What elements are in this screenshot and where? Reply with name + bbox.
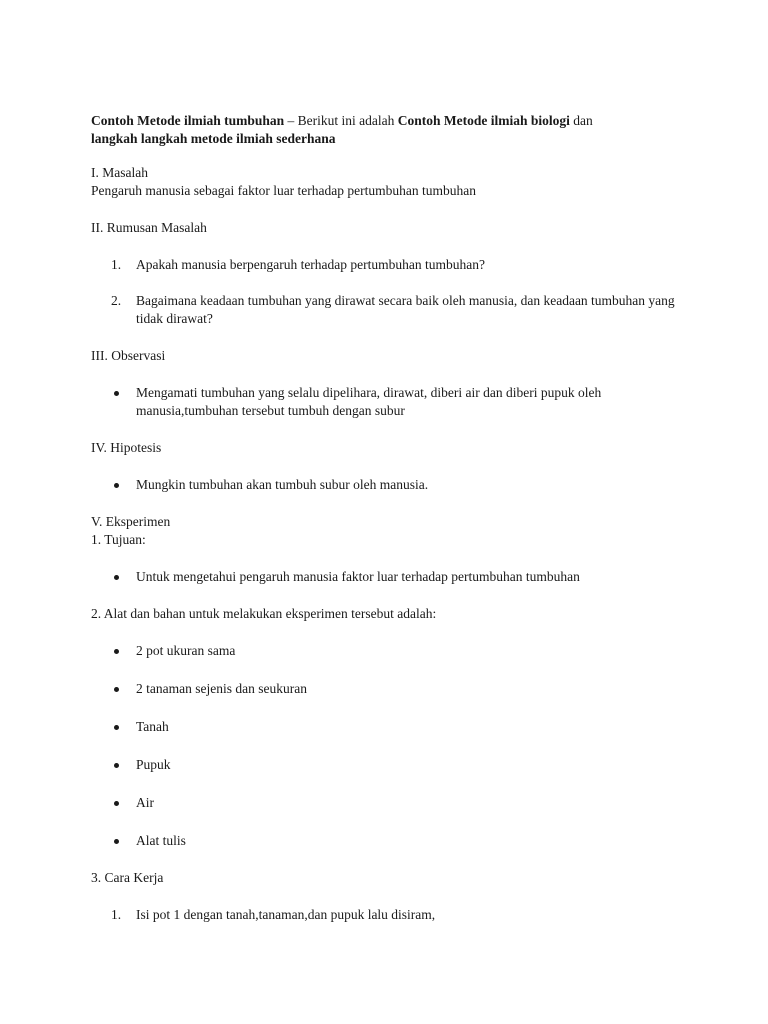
list-item-text: Bagaimana keadaan tumbuhan yang dirawat secara baik oleh manusia, dan keadaan tumbuhan yang tidak dirawat?	[136, 293, 675, 326]
list-item-text: 2 tanaman sejenis dan seukuran	[136, 681, 307, 696]
bullet-icon	[114, 687, 119, 692]
list-item-text: Isi pot 1 dengan tanah,tanaman,dan pupuk lalu disiram,	[136, 907, 436, 922]
list-item	[91, 256, 676, 274]
bullet-icon	[114, 575, 119, 580]
alat-label: 2. Alat dan bahan untuk melakukan eksperimen tersebut adalah:	[91, 606, 437, 621]
cara-kerja-label: 3. Cara Kerja	[91, 870, 164, 885]
tujuan-label: 1. Tujuan:	[91, 532, 146, 547]
intro-text: – Berikut ini adalah	[284, 113, 398, 128]
bullet-icon	[114, 725, 119, 730]
list-item-text: Mengamati tumbuhan yang selalu dipelihara, dirawat, diberi air dan diberi pupuk oleh manusia,tumbuhan tersebut tumbuh dengan subur	[136, 385, 602, 418]
list-item	[91, 568, 676, 586]
list-item	[91, 680, 676, 698]
list-item-text: Pupuk	[136, 757, 171, 772]
list-item	[91, 832, 676, 850]
list-item	[91, 756, 676, 774]
list-item-text: Apakah manusia berpengaruh terhadap pertumbuhan tumbuhan?	[136, 257, 486, 272]
observasi-list	[91, 384, 691, 420]
list-item-text: 2 pot ukuran sama	[136, 643, 236, 658]
bullet-icon	[114, 801, 119, 806]
tujuan-list	[91, 568, 691, 586]
list-number: 2.	[111, 293, 122, 308]
bullet-icon	[114, 649, 119, 654]
bullet-icon	[114, 391, 119, 396]
list-item	[91, 642, 676, 660]
list-item-text: Alat tulis	[136, 833, 186, 848]
list-number: 1.	[111, 257, 122, 272]
section-heading-observasi: III. Observasi	[91, 348, 166, 363]
list-item	[91, 384, 676, 420]
bullet-icon	[114, 763, 119, 768]
hipotesis-list	[91, 476, 691, 494]
list-item	[91, 476, 676, 494]
masalah-text: Pengaruh manusia sebagai faktor luar terhadap pertumbuhan tumbuhan	[91, 183, 477, 198]
section-heading-masalah: I. Masalah	[91, 165, 148, 180]
rumusan-list	[91, 256, 691, 328]
section-heading-eksperimen: V. Eksperimen	[91, 514, 171, 529]
intro-bold-biologi: Contoh Metode ilmiah biologi	[397, 113, 570, 128]
list-item-text: Air	[136, 795, 154, 810]
list-item-text: Mungkin tumbuhan akan tumbuh subur oleh manusia.	[136, 477, 429, 492]
intro-bold-langkah: langkah langkah metode ilmiah sederhana	[91, 131, 336, 146]
document-page	[91, 112, 691, 924]
section-heading-hipotesis: IV. Hipotesis	[91, 440, 162, 455]
list-item	[91, 292, 676, 328]
alat-list	[91, 642, 691, 850]
intro-paragraph	[91, 112, 611, 148]
list-item-text: Tanah	[136, 719, 169, 734]
cara-kerja-list	[91, 906, 691, 924]
section-heading-rumusan: II. Rumusan Masalah	[91, 220, 207, 235]
list-item-text: Untuk mengetahui pengaruh manusia faktor luar terhadap pertumbuhan tumbuhan	[136, 569, 580, 584]
intro-bold-title: Contoh Metode ilmiah tumbuhan	[91, 113, 285, 128]
list-item	[91, 794, 676, 812]
list-item	[91, 906, 676, 924]
bullet-icon	[114, 483, 119, 488]
bullet-icon	[114, 839, 119, 844]
intro-text-dan: dan	[569, 113, 593, 128]
list-number: 1.	[111, 907, 122, 922]
list-item	[91, 718, 676, 736]
